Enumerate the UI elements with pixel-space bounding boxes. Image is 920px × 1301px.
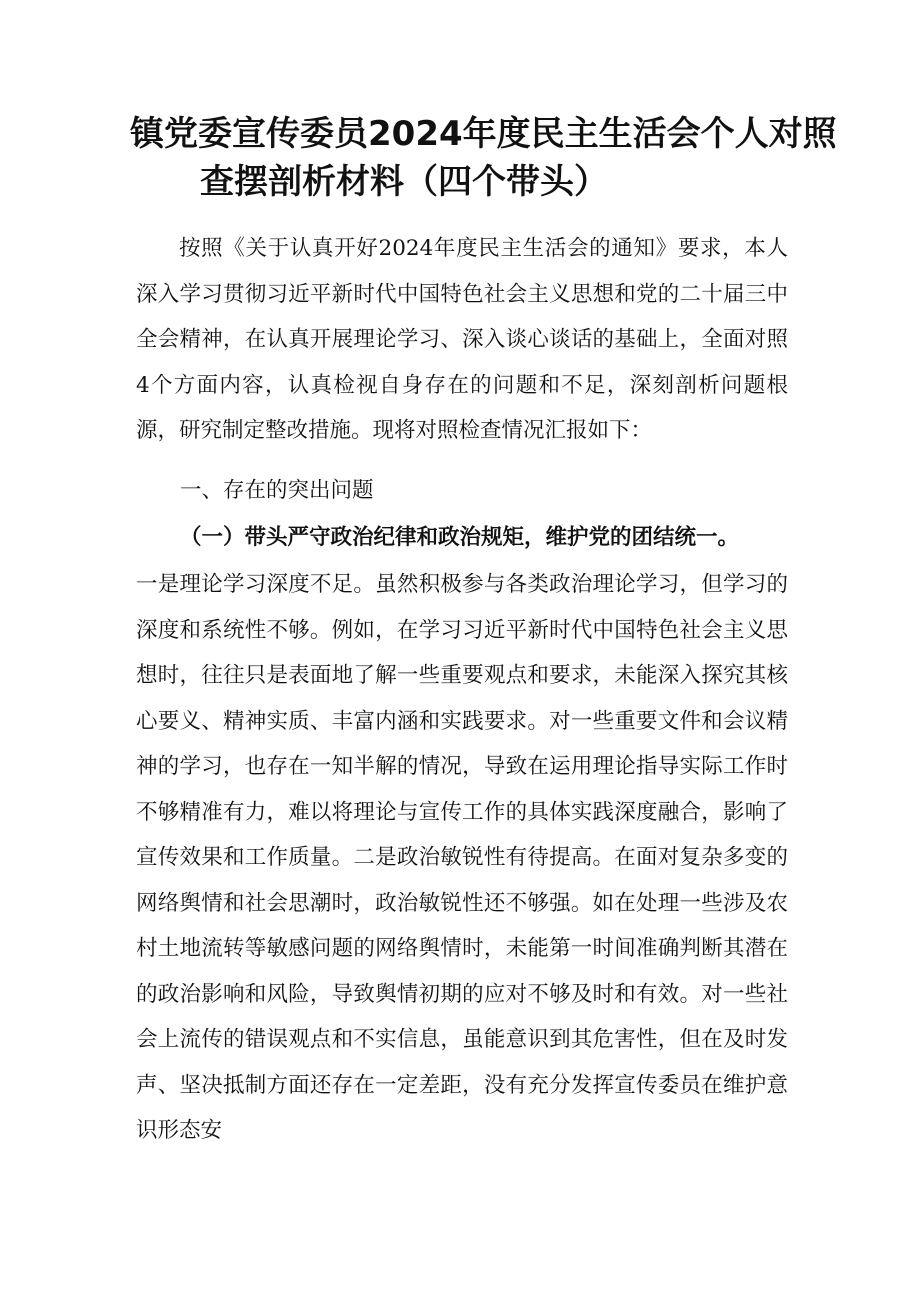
section-heading: 一、存在的突出问题 (180, 478, 374, 503)
document-title-line-2: 查摆剖析材料（四个带头） (200, 162, 608, 202)
document-title-line-1: 镇党委宣传委员2024年度民主生活会个人对照 (130, 114, 837, 154)
subsection-heading: （一）带头严守政治纪律和政治规矩，维护党的团结统一。 (180, 525, 740, 550)
document-title (130, 110, 837, 206)
intro-paragraph: 按照《关于认真开好2024年度民主生活会的通知》要求，本人深入学习贯彻习近平新时代中国特色社会主义思想和党的二十届三中全会精神，在认真开展理论学习、深入谈心谈话的基础上，全面对照4个方面内容，认真检视自身存在的问题和不足，深刻剖析问题根源，研究制定整改措施。现将对照检查情况汇报如下： (136, 236, 788, 443)
subsection-body-paragraph: 一是理论学习深度不足。虽然积极参与各类政治理论学习，但学习的深度和系统性不够。例如，在学习习近平新时代中国特色社会主义思想时，往往只是表面地了解一些重要观点和要求，未能深入探究其核心要义、精神实质、丰富内涵和实践要求。对一些重要文件和会议精神的学习，也存在一知半解的情况，导致在运用理论指导实际工作时不够精准有力，难以将理论与宣传工作的具体实践深度融合，影响了宣传效果和工作质量。二是政治敏锐性有待提高。在面对复杂多变的网络舆情和社会思潮时，政治敏锐性还不够强。如在处理一些涉及农村土地流转等敏感问题的网络舆情时，未能第一时间准确判断其潜在的政治影响和风险，导致舆情初期的应对不够及时和有效。对一些社会上流传的错误观点和不实信息，虽能意识到其危害性，但在及时发声、坚决抵制方面还存在一定差距，没有充分发挥宣传委员在维护意识形态安 (136, 572, 788, 1143)
